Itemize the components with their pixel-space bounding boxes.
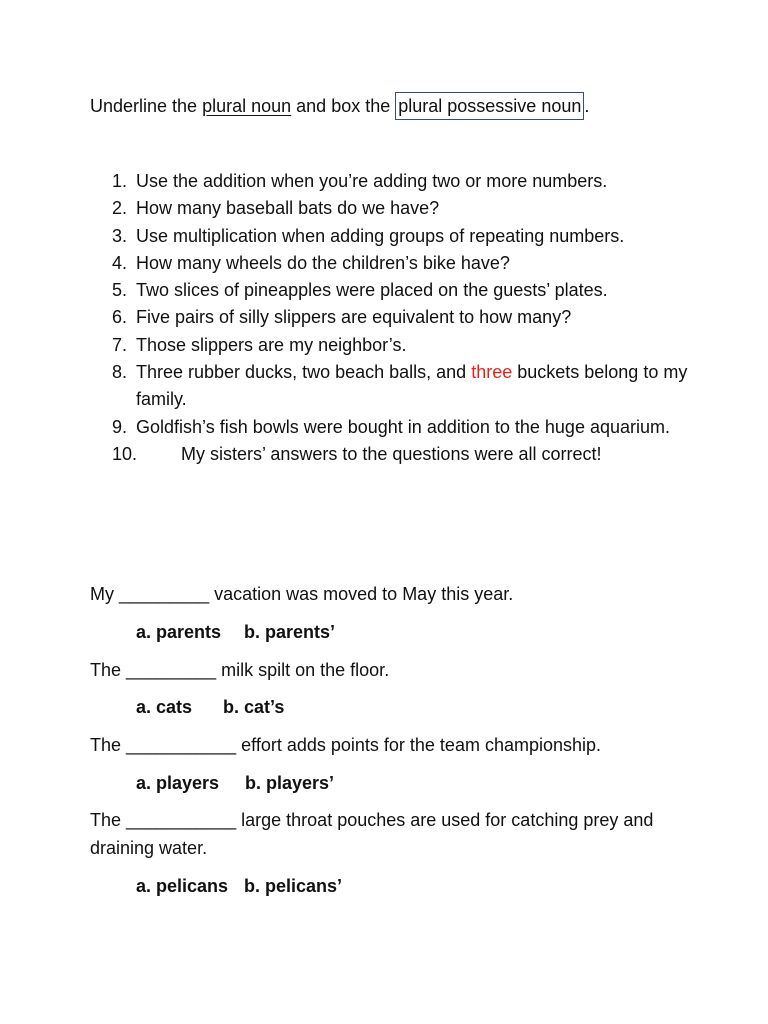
- answer-options: [136, 769, 334, 797]
- option-a: a. cats: [136, 697, 193, 717]
- list-item: [90, 441, 690, 468]
- list-number: 2.: [112, 198, 128, 219]
- list-item: [90, 195, 690, 222]
- list-text: Goldfish’s fish bowls were bought in addition to the huge aquarium.: [136, 416, 670, 437]
- list-item: [90, 250, 690, 277]
- option-b: b. parents’: [244, 622, 336, 642]
- option-a: a. pelicans: [136, 876, 229, 896]
- list-text: Use the addition when you’re adding two or more numbers.: [136, 171, 608, 191]
- fill-in-question: The ___________ effort adds points for the team championship.: [90, 735, 602, 755]
- list-number: 8.: [112, 362, 128, 383]
- option-a: a. parents: [136, 622, 222, 642]
- list-number: 1.: [112, 171, 128, 191]
- list-text: My sisters’ answers to the questions were all correct!: [181, 443, 602, 464]
- option-a: a. players: [136, 773, 220, 793]
- list-text: Use multiplication when adding groups of repeating numbers.: [136, 225, 625, 246]
- instruction-underlined-term: plural noun: [202, 96, 292, 116]
- list-number: 10.: [112, 443, 138, 464]
- list-text-after: buckets belong to my family.: [136, 362, 688, 410]
- list-number: 9.: [112, 416, 128, 437]
- list-text-red-word: three: [471, 362, 513, 383]
- answer-options: [136, 872, 342, 900]
- list-item: [90, 168, 690, 195]
- list-text: How many baseball bats do we have?: [136, 198, 440, 219]
- list-item: [90, 223, 690, 250]
- answer-options: [136, 693, 284, 721]
- list-number: 3.: [112, 225, 128, 246]
- instruction-prefix: Underline the: [90, 96, 203, 116]
- instruction-boxed-term: plural possessive noun: [395, 92, 584, 120]
- fill-in-question: The _________ milk spilt on the floor.: [90, 660, 390, 680]
- list-text-before: Three rubber ducks, two beach balls, and: [136, 362, 472, 383]
- list-text: Two slices of pineapples were placed on the guests’ plates.: [136, 280, 608, 301]
- fill-in-question: My _________ vacation was moved to May this year.: [90, 584, 514, 604]
- instruction-line: [90, 92, 589, 120]
- fill-in-question: The ___________ large throat pouches are used for catching prey and draining water.: [90, 810, 654, 858]
- list-text: How many wheels do the children’s bike have?: [136, 252, 510, 273]
- list-number: 6.: [112, 307, 128, 328]
- list-item: [90, 414, 690, 441]
- instruction-middle: and box the: [291, 96, 396, 116]
- numbered-sentence-list: [90, 168, 690, 468]
- option-b: b. pelicans’: [244, 876, 343, 896]
- list-item: [90, 304, 690, 331]
- list-text: Those slippers are my neighbor’s.: [136, 334, 407, 355]
- option-b: b. cat’s: [223, 697, 285, 717]
- list-item: [90, 277, 690, 304]
- list-number: 4.: [112, 252, 128, 273]
- instruction-suffix: .: [584, 96, 590, 116]
- list-item: [90, 359, 690, 414]
- list-number: 7.: [112, 334, 128, 355]
- answer-options: [136, 618, 335, 646]
- list-item: [90, 332, 690, 359]
- list-text: Five pairs of silly slippers are equivalent to how many?: [136, 307, 572, 328]
- option-b: b. players’: [245, 773, 335, 793]
- list-number: 5.: [112, 280, 128, 301]
